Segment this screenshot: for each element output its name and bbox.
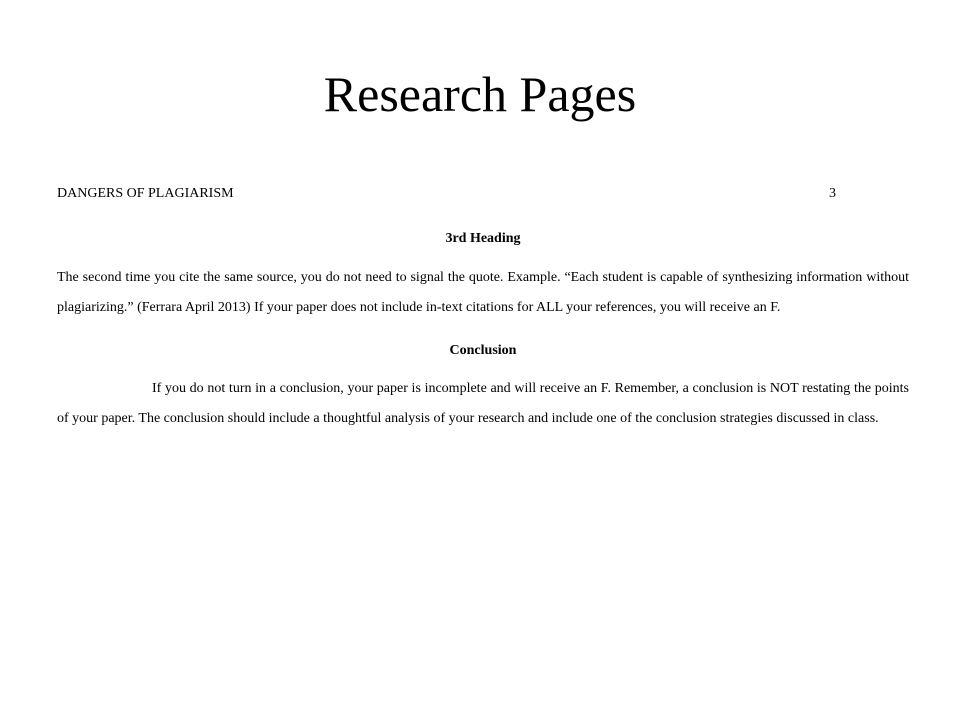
running-head xyxy=(57,184,909,204)
document-page xyxy=(57,184,909,434)
slide-title: Research Pages xyxy=(323,66,637,122)
page-number: 3 xyxy=(829,186,836,201)
body-paragraph-citation: The second time you cite the same source, you do not need to signal the quote. Example. “Each student is capable of synthesizing information without plagiarizing.” (Ferrara April 2013) If your paper does not include in-text citations for ALL your references, you will receive an F. xyxy=(57,270,909,315)
section-heading-3rd: 3rd Heading xyxy=(445,231,521,246)
running-head-title: DANGERS OF PLAGIARISM xyxy=(57,186,234,201)
body-paragraph-conclusion: If you do not turn in a conclusion, your paper is incomplete and will receive an F. Remember, a conclusion is NOT restating the points of your paper. The conclusion should include a thoughtful analysis of your research and include one of the conclusion strategies discussed in class. xyxy=(57,381,909,426)
section-heading-conclusion: Conclusion xyxy=(449,343,517,358)
